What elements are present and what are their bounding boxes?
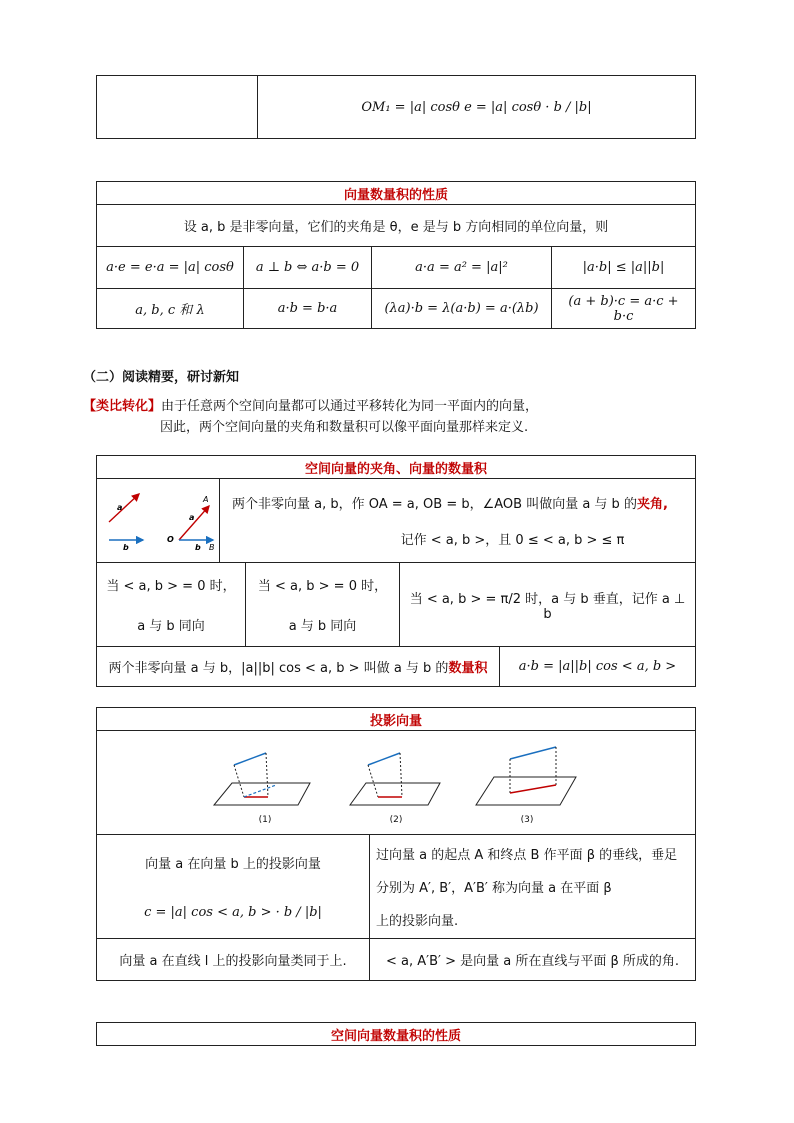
dot-formula: a·b = |a||b| cos < a, b > — [499, 647, 695, 686]
angle-keyword: 夹角, — [636, 497, 668, 513]
projection-on-plane-line-3: 上的投影向量. — [376, 914, 459, 929]
point-o-label: O — [167, 534, 174, 544]
case-2-result: a 与 b 同向 — [288, 618, 357, 634]
angle-dot-table — [96, 455, 696, 687]
dot-definition-text: 两个非零向量 a 与 b，|a||b| cos < a, b > 叫做 a 与 b 的 — [108, 661, 449, 676]
projection-diagram-3 — [472, 741, 582, 815]
point-a-vec-label: a — [189, 512, 195, 522]
formula-table — [96, 75, 696, 139]
case-2-condition: 当 < a, b > = 0 时， — [257, 579, 388, 595]
vector-b-label: b — [123, 542, 129, 552]
property-cell: (a + b)·c = a·c + b·c — [551, 289, 695, 328]
point-a-label: A — [203, 494, 209, 504]
case-cell-1 — [97, 563, 245, 646]
property-cell: a ⊥ b ⇔ a·b = 0 — [243, 247, 371, 288]
figure-2 — [346, 741, 446, 825]
property-cell: a·e = e·a = |a| cosθ — [106, 260, 234, 275]
intro-text: 设 a, b 是非零向量，它们的夹角是 θ，e 是与 b 方向相同的单位向量，则 — [183, 220, 609, 235]
analogy-line-1: 由于任意两个空间向量都可以通过平移转化为同一平面内的向量， — [161, 399, 539, 414]
projection-diagram-1 — [210, 741, 320, 815]
spatial-properties-table — [96, 1022, 696, 1046]
projection-on-vector — [97, 835, 369, 938]
point-b-vec-label: b — [195, 542, 201, 552]
line-plane-angle: < a, A′B′ > 是向量 a 所在直线与平面 β 所成的角. — [369, 939, 695, 980]
properties-table — [96, 181, 696, 329]
angle-definition — [219, 479, 695, 562]
property-cell: a·b = b·a — [243, 289, 371, 328]
case-cell-3: 当 < a, b > = π/2 时，a 与 b 垂直，记作 a ⊥ b — [399, 563, 695, 646]
projection-on-plane-line-1: 过向量 a 的起点 A 和终点 B 作平面 β 的垂线，垂足 — [376, 848, 678, 863]
table-title: 向量数量积的性质 — [343, 187, 448, 203]
projection-figures — [97, 731, 695, 834]
table-title: 空间向量数量积的性质 — [330, 1028, 461, 1044]
notation-text: 记作 < a, b >，且 0 ≤ < a, b > ≤ π — [400, 532, 625, 548]
dot-definition — [97, 647, 499, 686]
figure-1-caption: (1) — [258, 814, 272, 825]
projection-on-vector-text: 向量 a 在向量 b 上的投影向量 — [145, 857, 321, 873]
empty-cell — [97, 76, 257, 138]
point-b-label: B — [209, 542, 215, 552]
projection-on-vector-formula: c = |a| cos < a, b > · b / |b| — [144, 904, 322, 920]
figure-3-caption: (3) — [520, 814, 534, 825]
table-title: 空间向量的夹角、向量的数量积 — [304, 461, 487, 477]
property-cell: (λa)·b = λ(a·b) = a·(λb) — [371, 289, 551, 328]
projection-on-line: 向量 a 在直线 l 上的投影向量类同于上. — [119, 954, 347, 969]
figure-1 — [210, 741, 320, 825]
case-1-result: a 与 b 同向 — [137, 618, 205, 634]
angle-diagram — [99, 482, 217, 560]
table-title: 投影向量 — [369, 713, 422, 729]
projection-table — [96, 707, 696, 981]
projection-diagram-2 — [346, 741, 446, 815]
figure-3 — [472, 741, 582, 825]
vector-a-arrow — [109, 494, 139, 522]
analogy-line-2: 因此，两个空间向量的夹角和数量积可以像平面向量那样来定义. — [160, 420, 529, 435]
projection-on-plane-line-2: 分别为 A′, B′，A′B′ 称为向量 a 在平面 β — [376, 881, 612, 896]
dot-keyword: 数量积 — [448, 661, 488, 676]
vector-a-label: a — [117, 502, 123, 512]
projection-formula: OM₁ = |a| cosθ e = |a| cosθ · b / |b| — [257, 76, 695, 138]
analogy-tag: 【类比转化】 — [83, 399, 162, 414]
figure-2-caption: (2) — [389, 814, 403, 825]
projection-on-plane — [369, 835, 695, 938]
section-heading: （二）阅读精要，研讨新知 — [83, 370, 240, 385]
case-cell-2 — [245, 563, 399, 646]
definition-text: 两个非零向量 a, b，作 OA = a, OB = b，∠AOB 叫做向量 a 与 b 的 — [232, 497, 637, 513]
case-1-condition: 当 < a, b > = 0 时， — [106, 579, 236, 595]
property-cell: |a·b| ≤ |a||b| — [551, 247, 695, 288]
definition-line — [232, 493, 668, 512]
angle-figure — [97, 479, 219, 562]
property-cell: a·a = a² = |a|² — [371, 247, 551, 288]
vector-oa-arrow — [179, 506, 209, 540]
analogy-paragraph — [83, 395, 538, 414]
property-cell: a, b, c 和 λ — [135, 303, 205, 318]
